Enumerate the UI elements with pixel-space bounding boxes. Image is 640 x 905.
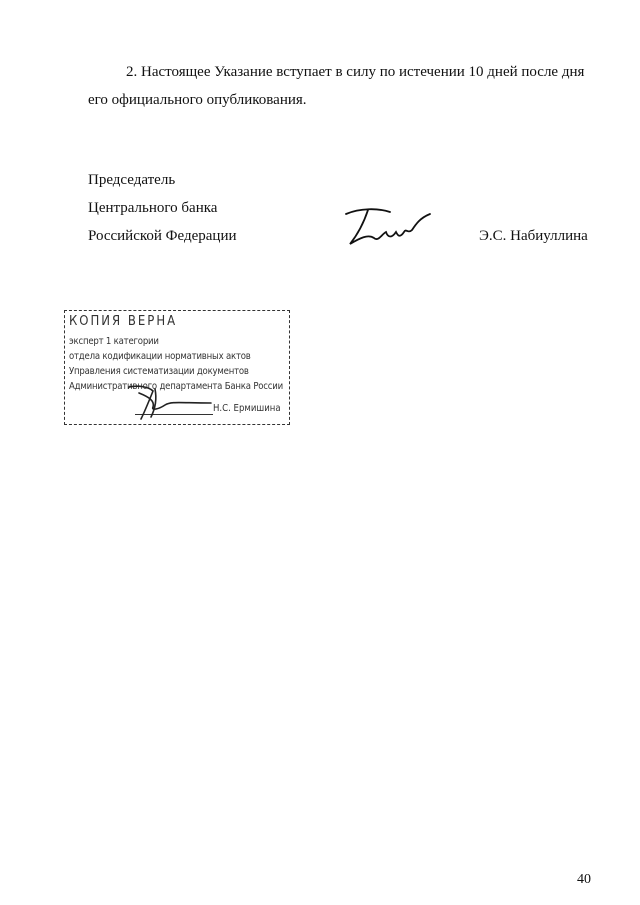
stamp-signer-name: Н.С. Ермишина xyxy=(213,403,281,414)
signatory-title-line: Председатель xyxy=(88,172,176,188)
signer-name: Э.С. Набиуллина xyxy=(479,228,588,244)
signatory-title-line: Российской Федерации xyxy=(88,228,237,244)
stamp-line: Управления систематизации документов xyxy=(69,366,249,377)
certification-stamp xyxy=(64,310,290,425)
stamp-title: КОПИЯ ВЕРНА xyxy=(69,314,178,329)
stamp-line: Административного департамента Банка России xyxy=(69,381,284,392)
stamp-line: эксперт 1 категории xyxy=(69,336,159,347)
handwritten-signature xyxy=(338,204,438,252)
stamp-line: отдела кодификации нормативных актов xyxy=(69,351,251,362)
page-number: 40 xyxy=(577,872,591,887)
stamp-signature xyxy=(119,381,219,423)
body-paragraph xyxy=(88,58,608,114)
signatory-title-line: Центрального банка xyxy=(88,200,218,216)
paragraph-text: 2. Настоящее Указание вступает в силу по истечении 10 дней после дня его официального опубликования. xyxy=(88,64,585,108)
signatory-title xyxy=(88,166,237,250)
